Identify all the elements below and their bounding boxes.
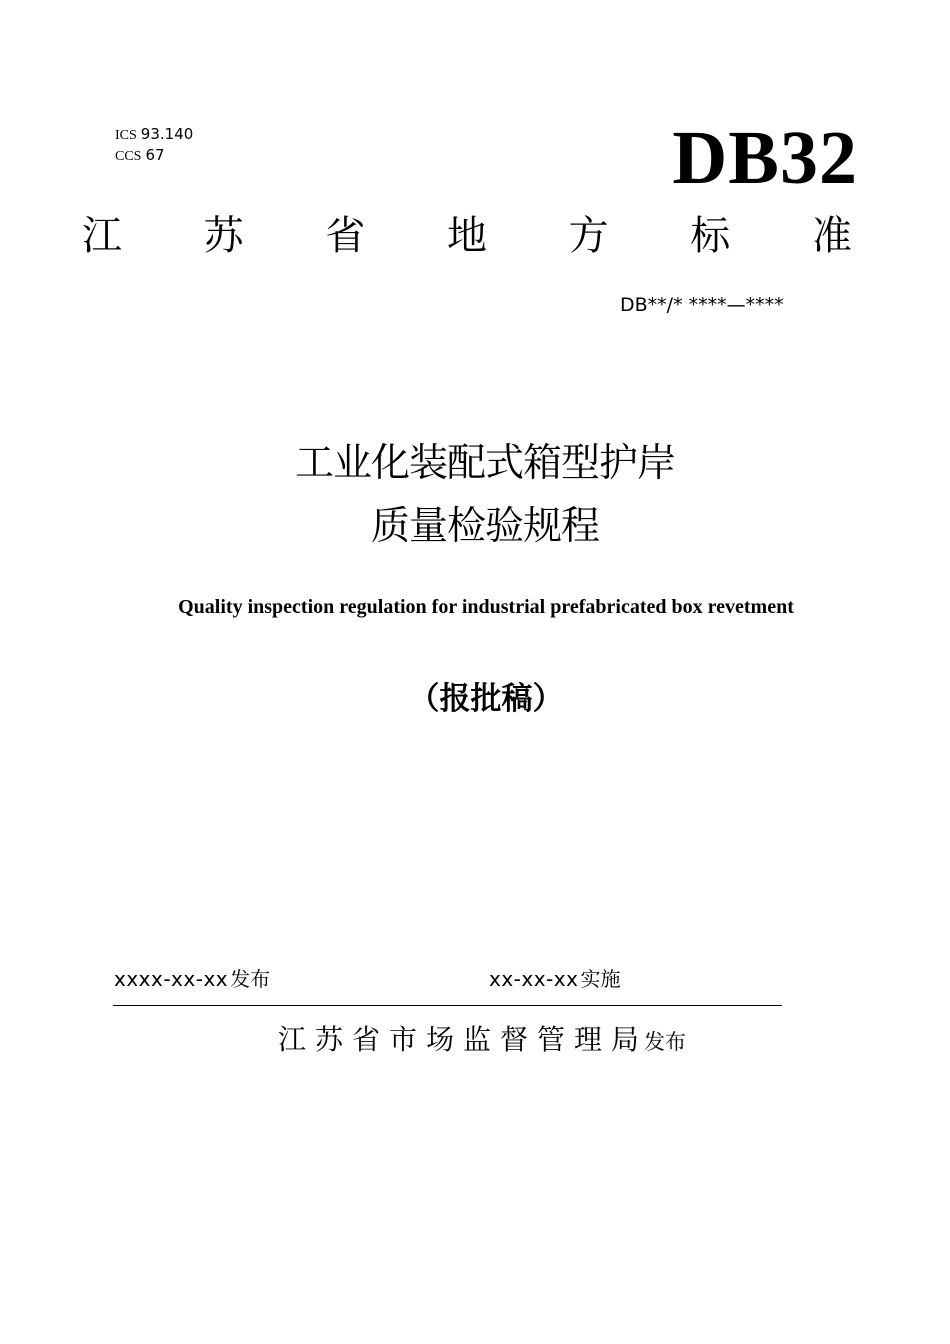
ics-label: ICS bbox=[115, 128, 137, 143]
db-code: DB32 bbox=[672, 116, 858, 200]
standard-type-char: 方 bbox=[568, 213, 609, 259]
implement-date-line bbox=[489, 966, 620, 992]
divider-line bbox=[113, 1005, 782, 1006]
standard-type-char: 江 bbox=[82, 213, 122, 259]
publish-label: 发布 bbox=[230, 967, 271, 991]
title-zh-line1: 工业化装配式箱型护岸 bbox=[294, 441, 675, 486]
ccs-code bbox=[115, 145, 165, 167]
standard-type-char: 准 bbox=[811, 213, 852, 259]
draft-status: （报批稿） bbox=[408, 681, 564, 717]
ics-code bbox=[115, 124, 193, 146]
issuer-name: 江苏省市场监督管理局 bbox=[278, 1023, 649, 1056]
standard-type-heading bbox=[82, 210, 852, 262]
implement-date: xx-xx-xx bbox=[489, 967, 579, 991]
publish-date: xxxx-xx-xx bbox=[114, 967, 229, 991]
ics-value: 93.140 bbox=[140, 125, 194, 143]
standard-type-char: 地 bbox=[446, 213, 487, 259]
title-en: Quality inspection regulation for industrial prefabricated box revetment bbox=[178, 596, 794, 618]
standard-number: DB**/* ****—**** bbox=[620, 294, 784, 316]
ccs-label: CCS bbox=[115, 149, 142, 164]
issuer-label: 发布 bbox=[644, 1030, 687, 1054]
standard-type-char: 苏 bbox=[203, 213, 244, 259]
title-zh-line2: 质量检验规程 bbox=[370, 504, 599, 549]
standard-type-char: 标 bbox=[690, 213, 731, 259]
publish-date-line bbox=[114, 966, 270, 992]
implement-label: 实施 bbox=[580, 967, 621, 991]
standard-type-char: 省 bbox=[325, 213, 366, 259]
issuer-line bbox=[278, 1020, 686, 1064]
ccs-value: 67 bbox=[145, 146, 165, 164]
